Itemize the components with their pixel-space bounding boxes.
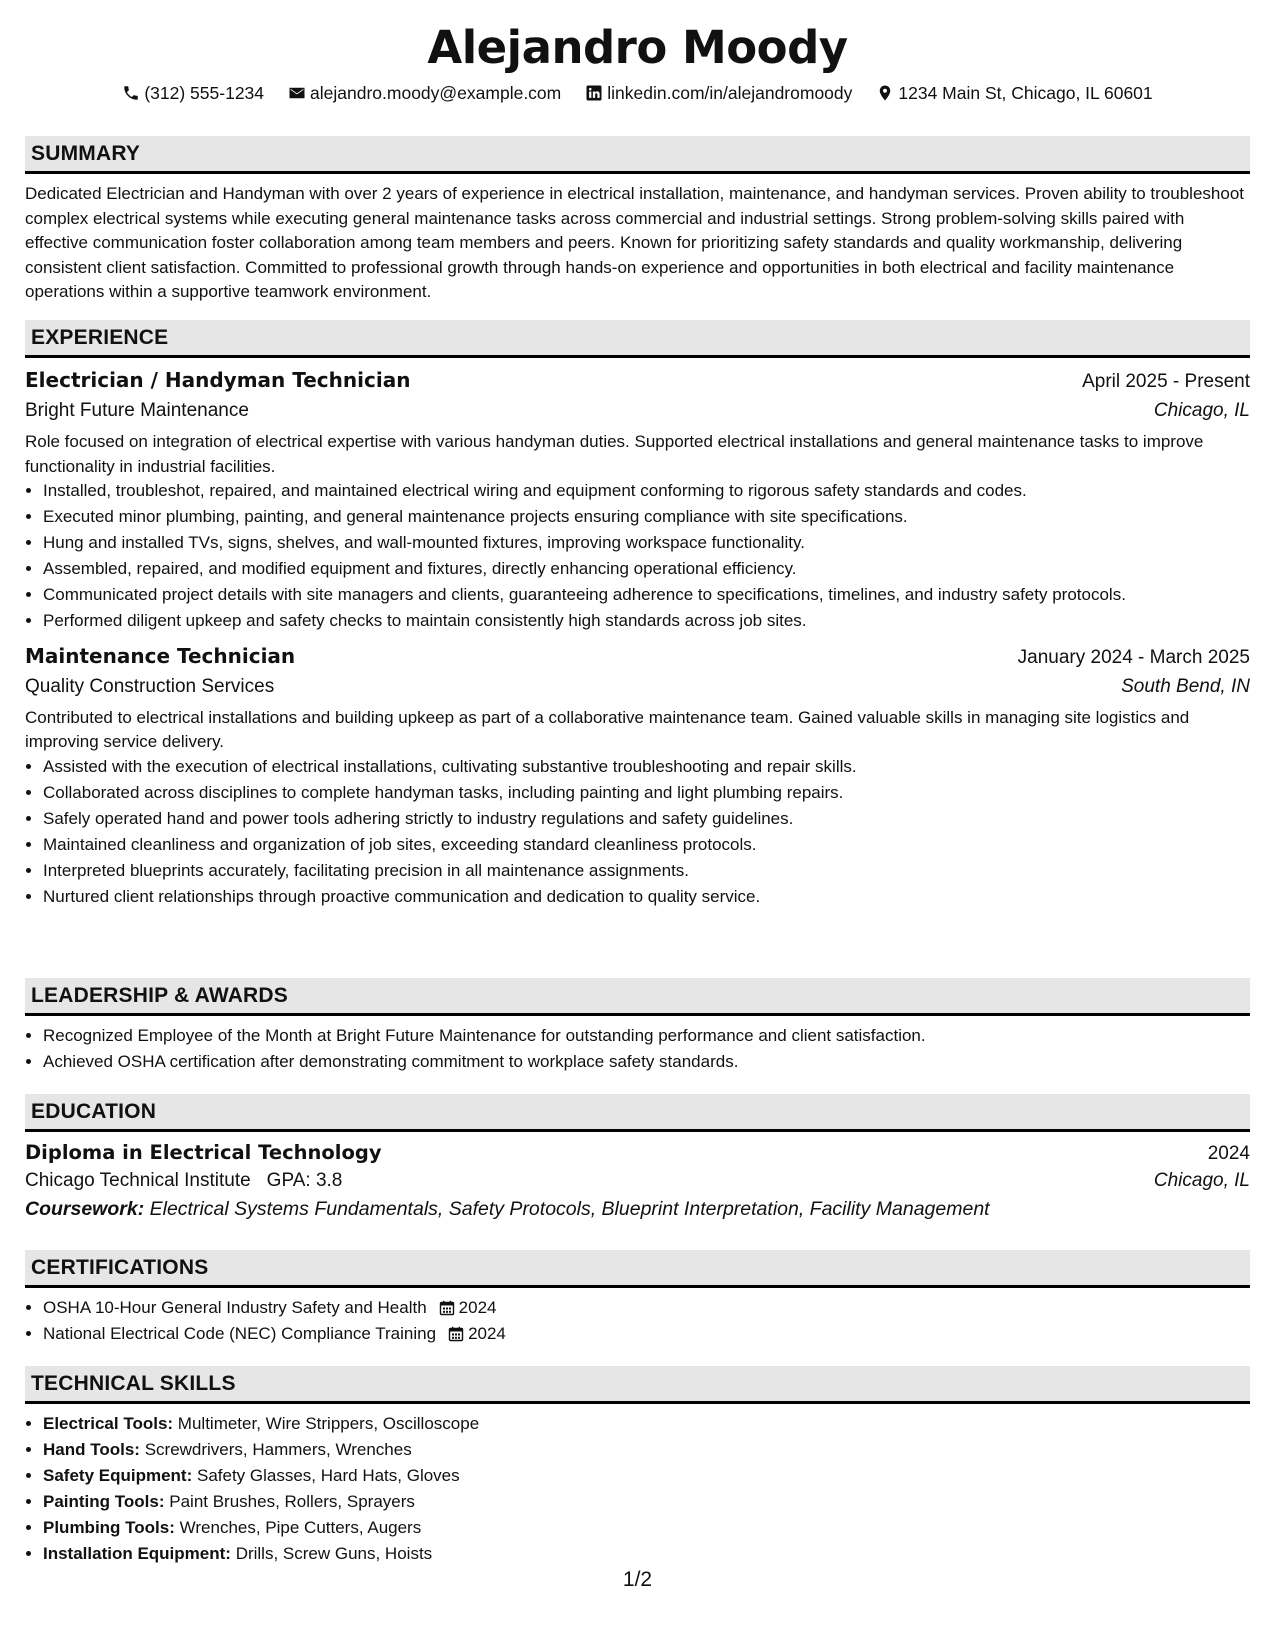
coursework-label: Coursework: — [25, 1198, 145, 1220]
job-dates: January 2024 - March 2025 — [1017, 646, 1250, 668]
section-heading: EXPERIENCE — [25, 320, 1250, 358]
cert-name: • OSHA 10-Hour General Industry Safety and Health — [43, 1298, 427, 1317]
list-item: • Recognized Employee of the Month at Bright Future Maintenance for outstanding performance and client satisfaction. — [43, 1024, 1250, 1049]
skills-list — [25, 1412, 1250, 1567]
school-name: Chicago Technical Institute — [25, 1170, 251, 1191]
skill-value: Paint Brushes, Rollers, Sprayers — [169, 1492, 415, 1511]
skill-label: Installation Equipment: — [43, 1544, 231, 1563]
resume-page — [25, 0, 1250, 1591]
education-section — [25, 1094, 1250, 1221]
job-dates: April 2025 - Present — [1082, 371, 1250, 392]
phone-text: (312) 555-1234 — [144, 83, 265, 103]
contact-phone — [122, 80, 264, 106]
list-item: • Assisted with the execution of electrical installations, cultivating substantive troubleshooting and repair skills. — [43, 755, 1250, 780]
job-entry — [25, 644, 1250, 910]
skills-section — [25, 1366, 1250, 1568]
list-item: • Installed, troubleshot, repaired, and maintained electrical wiring and equipment conforming to rigorous safety standards and codes. — [43, 479, 1250, 504]
list-item: • Collaborated across disciplines to complete handyman tasks, including painting and light plumbing repairs. — [43, 781, 1250, 806]
contact-address — [876, 80, 1152, 106]
job-bullets — [25, 479, 1250, 634]
address-text: 1234 Main St, Chicago, IL 60601 — [898, 83, 1153, 103]
section-heading: EDUCATION — [25, 1094, 1250, 1132]
skill-label: Electrical Tools: — [43, 1414, 174, 1433]
summary-section — [25, 136, 1250, 305]
list-item — [43, 1542, 1250, 1567]
skill-value: Wrenches, Pipe Cutters, Augers — [179, 1518, 422, 1537]
list-item — [43, 1490, 1250, 1515]
job-title: Electrician / Handyman Technician — [25, 368, 411, 392]
cert-name: • National Electrical Code (NEC) Compliance Training — [43, 1324, 437, 1343]
list-item — [43, 1516, 1250, 1541]
skill-value: Drills, Screw Guns, Hoists — [235, 1544, 433, 1563]
skill-label: Safety Equipment: — [43, 1466, 193, 1485]
cert-year: 2024 — [458, 1298, 497, 1317]
skill-label: Plumbing Tools: — [43, 1518, 175, 1537]
job-company: Quality Construction Services — [25, 675, 275, 697]
phone-icon — [122, 84, 140, 102]
job-bullets — [25, 755, 1250, 910]
coursework-text: Electrical Systems Fundamentals, Safety Protocols, Blueprint Interpretation, Facility Management — [149, 1198, 990, 1220]
linkedin-icon — [585, 84, 603, 102]
job-title: Maintenance Technician — [25, 643, 296, 668]
job-description: Contributed to electrical installations and building upkeep as part of a collaborative maintenance team. Gained valuable skills in managing site logistics and improving service delivery. — [25, 707, 1190, 751]
list-item: • Hung and installed TVs, signs, shelves, and wall-mounted fixtures, improving workspace functionality. — [43, 531, 1250, 556]
awards-list — [25, 1024, 1250, 1075]
calendar-icon — [448, 1326, 464, 1342]
list-item: • Nurtured client relationships through proactive communication and dedication to quality service. — [43, 885, 1250, 910]
skill-value: Multimeter, Wire Strippers, Oscilloscope — [177, 1414, 480, 1433]
list-item — [43, 1464, 1250, 1489]
page-number: 1/2 — [622, 1568, 653, 1591]
certifications-section — [25, 1250, 1250, 1348]
education-year: 2024 — [1207, 1143, 1250, 1164]
calendar-icon — [439, 1300, 455, 1316]
linkedin-link[interactable]: linkedin.com/in/alejandromoody — [607, 83, 853, 103]
map-pin-icon — [876, 84, 894, 102]
list-item: • Interpreted blueprints accurately, facilitating precision in all maintenance assignments. — [43, 859, 1250, 884]
envelope-icon — [288, 84, 306, 102]
education-location: Chicago, IL — [1153, 1170, 1250, 1191]
job-entry — [25, 368, 1250, 634]
list-item: • Achieved OSHA certification after demonstrating commitment to workplace safety standards. — [43, 1050, 1250, 1075]
degree-title: Diploma in Electrical Technology — [25, 1141, 382, 1164]
summary-text: Dedicated Electrician and Handyman with over 2 years of experience in electrical installation, maintenance, and handyman services. Proven ability to troubleshoot complex electrical systems while executing general maintenance tasks across commercial and industrial settings. Strong problem-solving skills paired with effective communication foster collaboration among team members and peers. Known for prioritizing safety standards and quality workmanship, delivering consistent client satisfaction. Committed to professional growth through hands-on experience and opportunities in both electrical and facility maintenance operations within a supportive teamwork environment. — [25, 184, 1244, 301]
list-item: • Assembled, repaired, and modified equipment and fixtures, directly enhancing operational efficiency. — [43, 557, 1250, 582]
skill-value: Safety Glasses, Hard Hats, Gloves — [196, 1466, 460, 1485]
list-item — [43, 1438, 1250, 1463]
skill-label: Painting Tools: — [43, 1492, 165, 1511]
section-heading: TECHNICAL SKILLS — [25, 1366, 1250, 1404]
list-item: • Safely operated hand and power tools adhering strictly to industry regulations and safety guidelines. — [43, 807, 1250, 832]
section-heading: CERTIFICATIONS — [25, 1250, 1250, 1288]
list-item: • Communicated project details with site managers and clients, guaranteeing adherence to specifications, timelines, and industry safety protocols. — [43, 583, 1250, 608]
job-company: Bright Future Maintenance — [25, 400, 249, 421]
job-location: South Bend, IN — [1121, 675, 1250, 697]
list-item: • Executed minor plumbing, painting, and general maintenance projects ensuring compliance with site specifications. — [43, 505, 1250, 530]
skill-label: Hand Tools: — [43, 1440, 140, 1459]
section-heading: SUMMARY — [25, 136, 1250, 174]
leadership-section — [25, 978, 1250, 1076]
job-description: Role focused on integration of electrical expertise with various handyman duties. Supported electrical installations and general maintenance tasks to improve functionality in industrial facilities. — [25, 432, 1204, 476]
list-item: • Performed diligent upkeep and safety checks to maintain consistently high standards across job sites. — [43, 609, 1250, 634]
skill-value: Screwdrivers, Hammers, Wrenches — [144, 1440, 412, 1459]
experience-section — [25, 320, 1250, 911]
contact-bar — [25, 80, 1250, 106]
coursework-line — [25, 1198, 1250, 1221]
contact-linkedin[interactable] — [585, 80, 852, 106]
certifications-list — [25, 1296, 1250, 1347]
cert-year: 2024 — [468, 1324, 506, 1343]
list-item — [43, 1412, 1250, 1437]
school-line — [25, 1170, 342, 1192]
list-item — [43, 1296, 1250, 1321]
gpa: GPA: 3.8 — [266, 1170, 343, 1191]
section-heading: LEADERSHIP & AWARDS — [25, 978, 1250, 1016]
candidate-name: Alejandro Moody — [427, 21, 848, 74]
list-item: • Maintained cleanliness and organization of job sites, exceeding standard cleanliness protocols. — [43, 833, 1250, 858]
contact-email[interactable] — [288, 80, 561, 106]
email-link[interactable]: alejandro.moody@example.com — [310, 83, 562, 103]
list-item — [43, 1322, 1250, 1347]
job-location: Chicago, IL — [1153, 400, 1250, 421]
